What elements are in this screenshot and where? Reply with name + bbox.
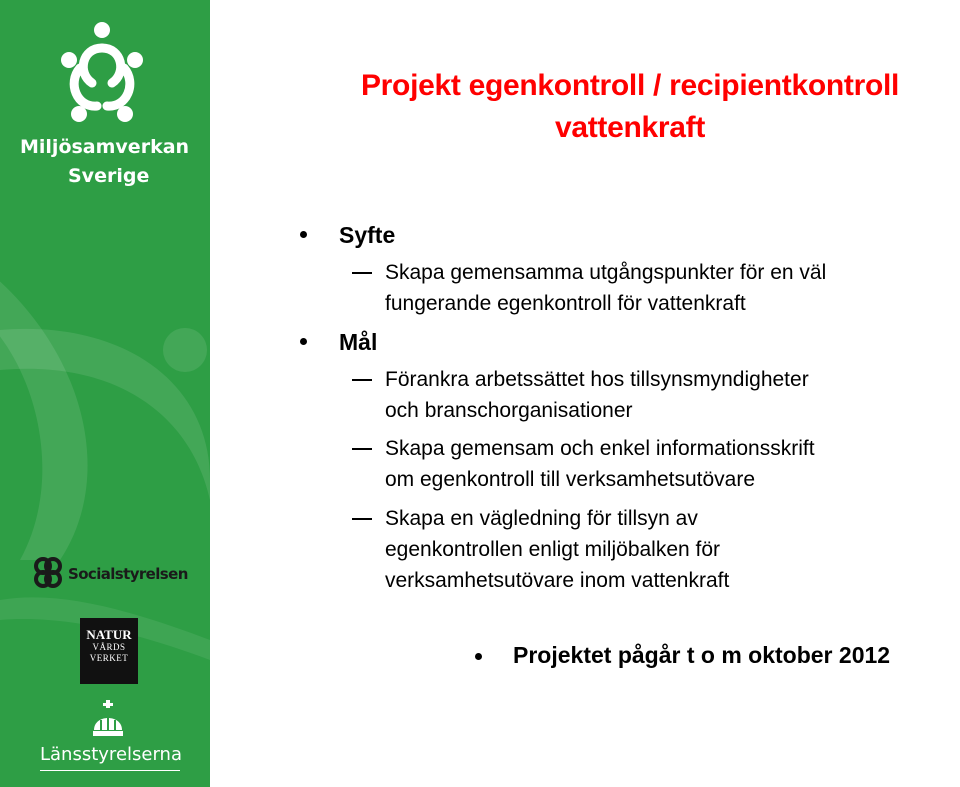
dash-bullet-icon (352, 272, 372, 274)
dash-bullet-icon (352, 518, 372, 520)
naturvardsverket-line3: VERKET (89, 653, 129, 663)
socialstyrelsen-text: Socialstyrelsen (68, 565, 188, 583)
dash-bullet-icon (352, 448, 372, 450)
list-item-line: egenkontrollen enligt miljöbalken för (385, 538, 721, 561)
naturvardsverket-logo (80, 618, 138, 684)
flower-people-icon (52, 18, 152, 128)
closing-statement-label: Projektet pågår t o m oktober 2012 (513, 642, 891, 668)
list-item-line: verksamhetsutövare inom vattenkraft (385, 569, 730, 592)
bullet-dot-icon (300, 231, 307, 238)
lansstyrelserna-logo (30, 700, 190, 775)
lansstyrelserna-text: Länsstyrelserna (40, 744, 182, 765)
dash-bullet-icon (352, 379, 372, 381)
slide-title-line1: Projekt egenkontroll / recipientkontroll (360, 69, 900, 102)
brand-name-line2: Sverige (68, 165, 150, 187)
list-item-line: Förankra arbetssättet hos tillsynsmyndigheter (385, 368, 809, 391)
section-heading-label: Mål (339, 329, 378, 355)
lansstyrelserna-underline (40, 770, 180, 771)
sidebar-panel (0, 0, 210, 787)
slide-title (300, 65, 960, 149)
list-item-line: Skapa gemensamma utgångspunkter för en väl (385, 261, 827, 284)
list-item-line: fungerande egenkontroll för vattenkraft (385, 292, 746, 315)
bullet-dot-icon (300, 338, 307, 345)
naturvardsverket-line2: VÅRDS (92, 642, 126, 652)
brand-name (20, 138, 200, 186)
bullet-dot-icon (475, 653, 482, 660)
socialstyrelsen-emblem-icon (30, 555, 66, 591)
list-item-line: Skapa gemensam och enkel informationsskrift (385, 437, 815, 460)
naturvardsverket-line1: NATUR (86, 627, 132, 642)
section-heading-label: Syfte (339, 222, 396, 248)
list-item-line: och branschorganisationer (385, 399, 633, 422)
brand-name-line1: Miljösamverkan (20, 136, 190, 158)
crown-icon (88, 700, 128, 740)
list-item-line: Skapa en vägledning för tillsyn av (385, 507, 698, 530)
list-item-line: om egenkontroll till verksamhetsutövare (385, 468, 756, 491)
socialstyrelsen-logo (30, 555, 200, 591)
slide-title-line2: vattenkraft (554, 111, 706, 144)
